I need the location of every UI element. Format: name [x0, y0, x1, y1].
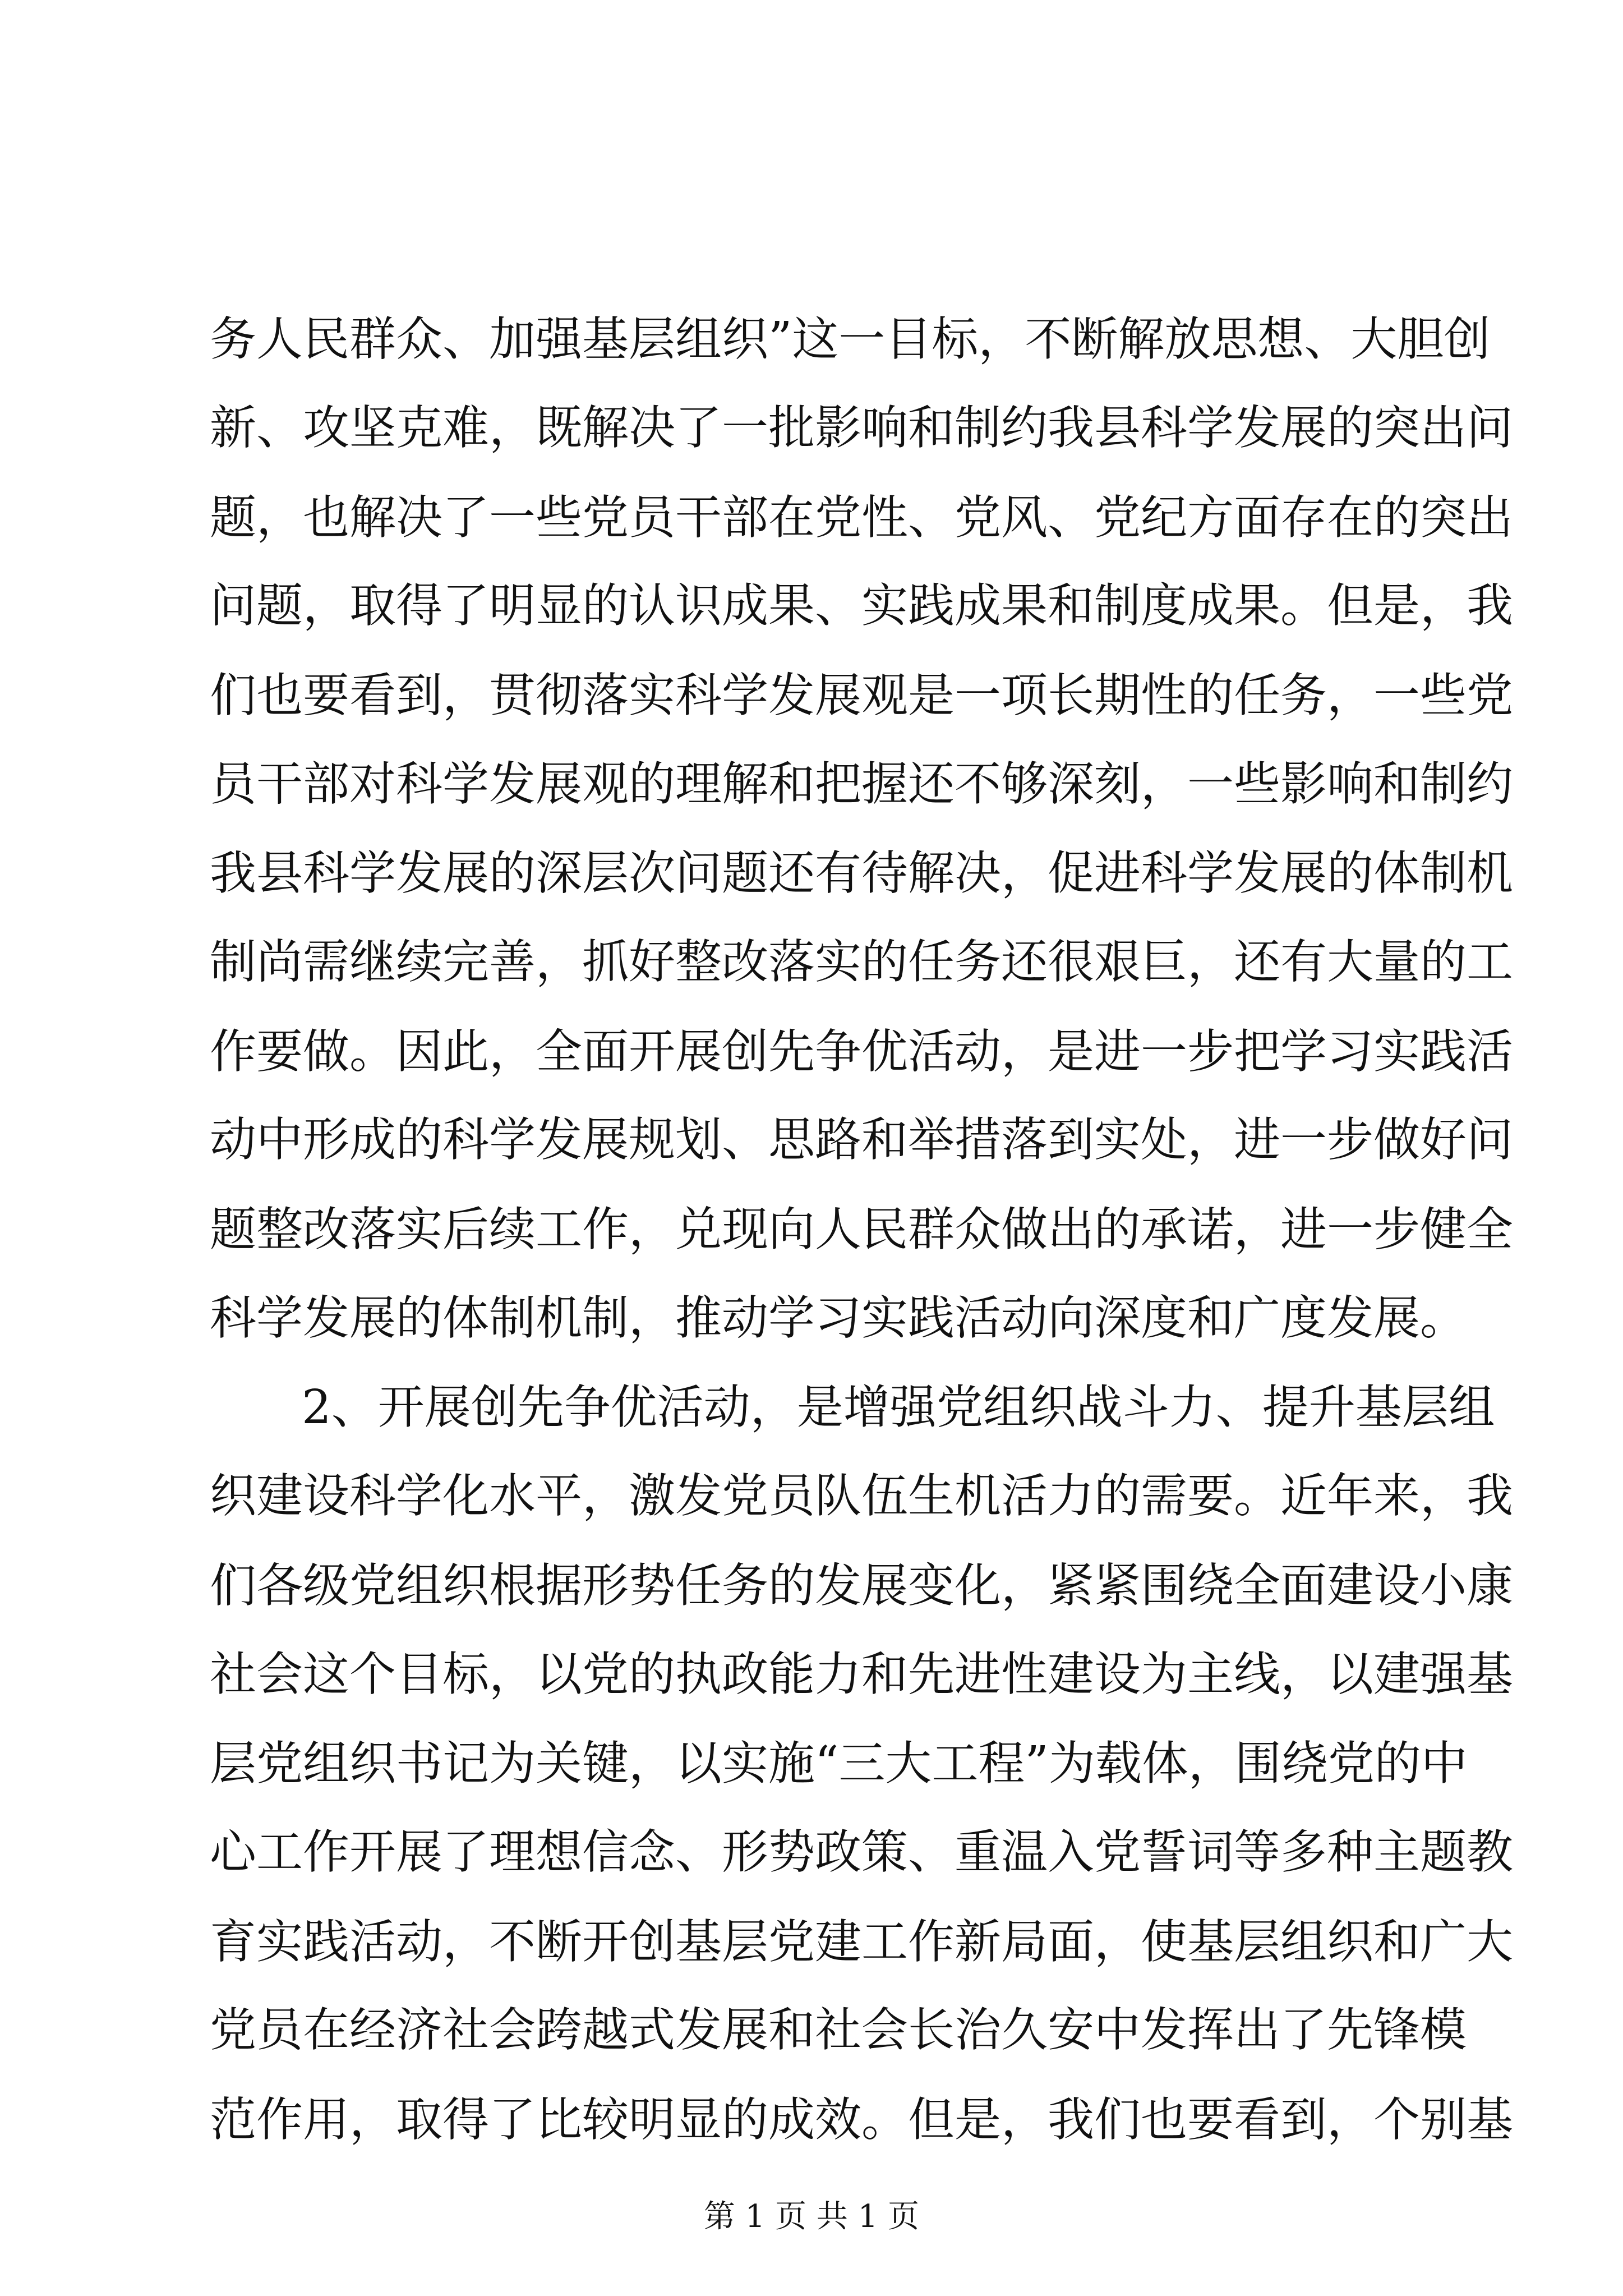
text-line-2: 新、攻坚克难，既解决了一批影响和制约我县科学发展的突出问	[210, 401, 1513, 455]
text-line-17: 层党组织书记为关键，以实施“三大工程”为载体，围绕党的中	[210, 1736, 1468, 1791]
text-line-1: 务人民群众、加强基层组织”这一目标，不断解放思想、大胆创	[210, 312, 1491, 366]
text-line-14: 织建设科学化水平，激发党员队伍生机活力的需要。近年来，我	[210, 1469, 1513, 1523]
text-line-10: 动中形成的科学发展规划、思路和举措落到实处，进一步做好问	[210, 1112, 1513, 1167]
text-line-12: 科学发展的体制机制，推动学习实践活动向深度和广度发展。	[210, 1291, 1467, 1345]
text-line-15: 们各级党组织根据形势任务的发展变化，紧紧围绕全面建设小康	[210, 1558, 1513, 1613]
text-line-4: 问题，取得了明显的认识成果、实践成果和制度成果。但是，我	[210, 578, 1513, 633]
text-line-11: 题整改落实后续工作，兑现向人民群众做出的承诺，进一步健全	[210, 1202, 1513, 1257]
page-footer: 第 1 页 共 1 页	[703, 2198, 920, 2235]
text-line-8: 制尚需继续完善，抓好整改落实的任务还很艰巨，还有大量的工	[210, 935, 1513, 989]
text-line-3: 题，也解决了一些党员干部在党性、党风、党纪方面存在的突出	[210, 490, 1513, 545]
text-line-7: 我县科学发展的深层次问题还有待解决，促进科学发展的体制机	[210, 846, 1513, 900]
text-line-16: 社会这个目标，以党的执政能力和先进性建设为主线，以建强基	[210, 1647, 1513, 1701]
text-line-6: 员干部对科学发展观的理解和把握还不够深刻，一些影响和制约	[210, 757, 1513, 811]
text-line-19: 育实践活动，不断开创基层党建工作新局面，使基层组织和广大	[210, 1915, 1513, 1969]
text-line-18: 心工作开展了理想信念、形势政策、重温入党誓词等多种主题教	[210, 1825, 1513, 1879]
text-line-9: 作要做。因此，全面开展创先争优活动，是进一步把学习实践活	[210, 1024, 1513, 1079]
text-line-21: 范作用，取得了比较明显的成效。但是，我们也要看到，个别基	[210, 2092, 1513, 2147]
text-line-5: 们也要看到，贯彻落实科学发展观是一项长期性的任务，一些党	[210, 668, 1513, 723]
text-line-13: 2、开展创先争优活动，是增强党组织战斗力、提升基层组	[302, 1380, 1495, 1434]
text-line-20: 党员在经济社会跨越式发展和社会长治久安中发挥出了先锋模	[210, 2003, 1467, 2057]
